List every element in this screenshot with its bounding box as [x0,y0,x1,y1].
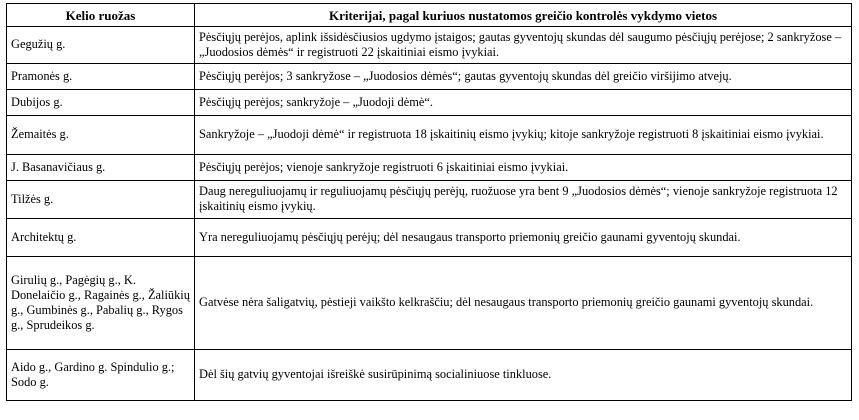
table-row [7,181,852,219]
table-row [7,155,852,181]
speed-control-criteria-table [6,3,852,401]
table-row [7,90,852,116]
table-row [7,350,852,401]
criteria-cell: Daug nereguliuojamų ir reguliuojamų pėsčiųjų perėjų, ruožuose yra bent 9 „Juodosios dėmės“; vienoje sankryžoje registruota 12 įskaitinių eismo įvykių. [195,181,852,219]
table-row [7,257,852,350]
road-cell: Gegužių g. [7,27,195,64]
header-criteria: Kriterijai, pagal kuriuos nustatomos greičio kontrolės vykdymo vietos [195,4,852,27]
criteria-cell: Pėsčiųjų perėjos; vienoje sankryžoje registruoti 6 įskaitiniai eismo įvykiai. [195,155,852,181]
table-row [7,64,852,90]
road-cell: Tilžės g. [7,181,195,219]
table-row [7,27,852,64]
criteria-cell: Sankryžoje – „Juodoji dėmė“ ir registruota 18 įskaitinių eismo įvykių; kitoje sankryžoje registruoti 8 įskaitiniai eismo įvykiai. [195,116,852,155]
criteria-cell: Pėsčiųjų perėjos; sankryžoje – „Juodoji dėmė“. [195,90,852,116]
road-cell: Pramonės g. [7,64,195,90]
table-header-row [7,4,852,27]
criteria-cell: Yra nereguliuojamų pėsčiųjų perėjų; dėl nesaugaus transporto priemonių greičio gaunami gyventojų skundai. [195,219,852,257]
header-road-section: Kelio ruožas [7,4,195,27]
road-cell: Architektų g. [7,219,195,257]
table-row [7,219,852,257]
road-cell: Girulių g., Pagėgių g., K. Donelaičio g., Ragainės g., Žaliūkių g., Gumbinės g., Pabalių g., Rygos g., Sprudeikos g. [7,257,195,350]
criteria-cell: Gatvėse nėra šaligatvių, pėstieji vaikšto kelkraščiu; dėl nesaugaus transporto priemonių greičio gaunami gyventojų skundai. [195,257,852,350]
road-cell: Dubijos g. [7,90,195,116]
road-cell: Aido g., Gardino g. Spindulio g.; Sodo g. [7,350,195,401]
road-cell: J. Basanavičiaus g. [7,155,195,181]
criteria-cell: Pėsčiųjų perėjos, aplink išsidėsčiusios ugdymo įstaigos; gautas gyventojų skundas dėl saugumo pėsčiųjų perėjose; 2 sankryžose – „Juodosios dėmės“ ir registruoti 22 įskaitiniai eismo įvykiai. [195,27,852,64]
criteria-cell: Dėl šių gatvių gyventojai išreiškė susirūpinimą socialiniuose tinkluose. [195,350,852,401]
criteria-cell: Pėsčiųjų perėjos; 3 sankryžose – „Juodosios dėmės“; gautas gyventojų skundas dėl greičio viršijimo atvejų. [195,64,852,90]
road-cell: Žemaitės g. [7,116,195,155]
table-row [7,116,852,155]
